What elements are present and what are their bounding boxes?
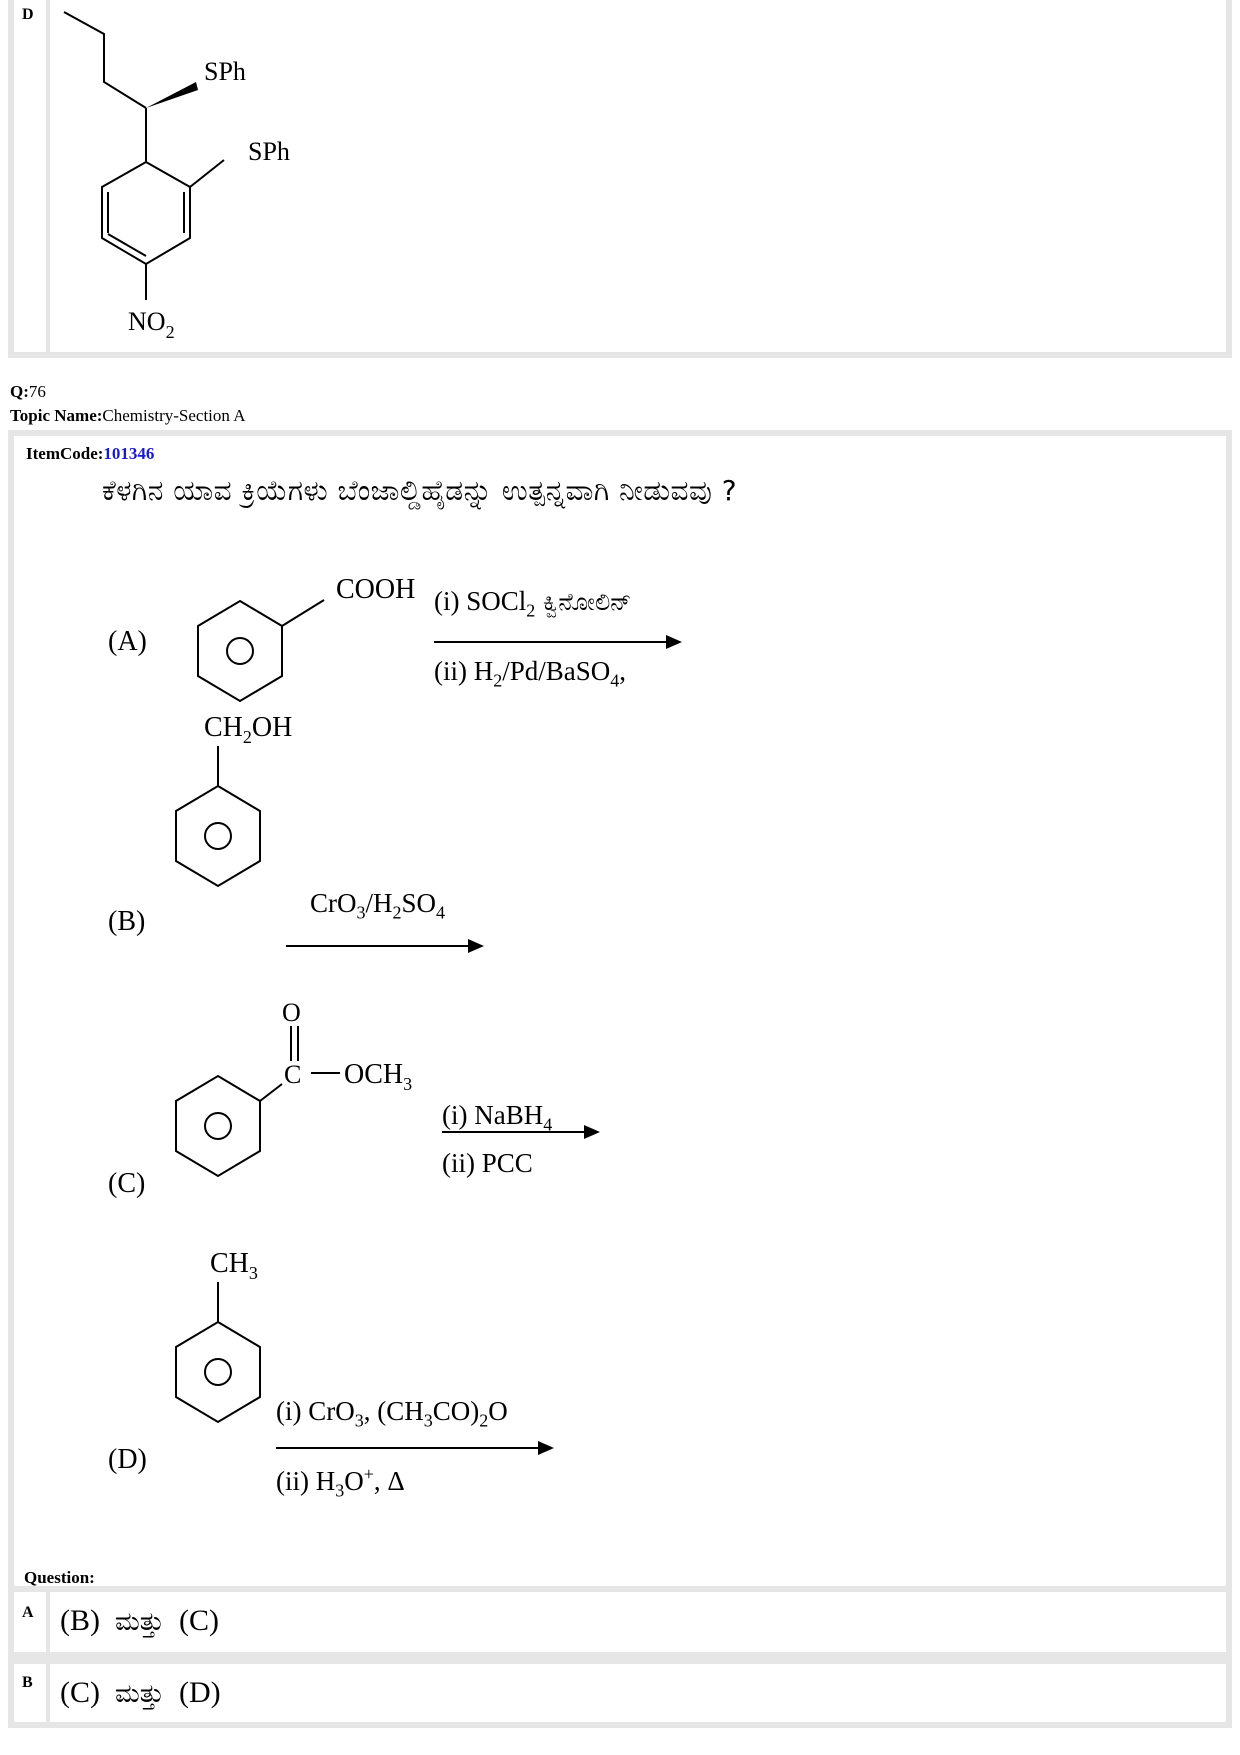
- reaction-d-label: (D): [108, 1444, 147, 1475]
- option-b-text: (C) ಮತ್ತು (D): [60, 1676, 221, 1709]
- reaction-b-label: (B): [108, 906, 146, 937]
- reaction-c-reagent-top: (i) NaBH$_4$: [442, 1100, 553, 1135]
- reaction-d-reagent-bottom: (ii) $H_3O^+$, Δ: [276, 1464, 405, 1501]
- divider: [46, 1592, 50, 1652]
- answer-option-b[interactable]: [8, 1658, 1232, 1728]
- reaction-a-reagent-bottom: (ii) $H_2/Pd/BaSO_4$,: [434, 656, 627, 691]
- ch3-label: $CH_3$: [210, 1252, 258, 1283]
- carbon-c: C: [284, 1060, 302, 1089]
- option-d-box: [8, 0, 1232, 358]
- divider: [46, 1664, 50, 1728]
- reaction-b-reagent: $CrO_3/H_2SO_4$: [310, 888, 446, 923]
- nitro-label: $NO_2$: [128, 307, 175, 342]
- reaction-c-structure: [174, 996, 454, 1196]
- reaction-c-reagent-bottom: (ii) PCC: [442, 1148, 533, 1178]
- question-label: Question:: [24, 1568, 95, 1587]
- option-label: D: [22, 6, 34, 23]
- reaction-a-arrow: [434, 632, 694, 652]
- sph-label-1: SPh: [204, 57, 246, 86]
- sph-label-2: SPh: [248, 137, 290, 166]
- option-a-text: (B) ಮತ್ತು (C): [60, 1604, 219, 1637]
- question-number: Q:76: [10, 382, 46, 401]
- ch2oh-label: $CH_2OH$: [204, 716, 293, 747]
- option-d-structure: [46, 0, 446, 350]
- option-a-label: A: [22, 1604, 34, 1621]
- reaction-c-label: (C): [108, 1168, 146, 1199]
- structure-bonds: [64, 12, 224, 300]
- och3-label: $OCH_3$: [344, 1059, 413, 1094]
- reaction-a-reagent-top: (i) SOCl$_2$ ಕ್ವಿನೋಲಿನ್: [434, 586, 632, 621]
- wedge-bond: [146, 82, 198, 108]
- option-b-label: B: [22, 1674, 33, 1691]
- reaction-b-arrow: [286, 936, 506, 956]
- reaction-d-reagent-top: (i) CrO$_3$, $(CH_3CO)_2O$: [276, 1396, 508, 1431]
- reaction-a-label: (A): [108, 626, 147, 657]
- topic-name: Topic Name:Chemistry-Section A: [10, 406, 246, 425]
- carbonyl-o: O: [282, 998, 301, 1027]
- reaction-b-structure: [174, 716, 374, 916]
- question-stem: ಕೆಳಗಿನ ಯಾವ ಕ್ರಿಯೆಗಳು ಬೆಂಜಾಲ್ಡಿಹೈಡನ್ನು ಉತ್ಪನ್ನವಾಗಿ ನೀಡುವವು ?: [102, 474, 738, 507]
- reaction-c-arrow: [442, 1122, 612, 1142]
- answer-option-a[interactable]: [8, 1592, 1232, 1658]
- reaction-d-arrow: [276, 1438, 576, 1458]
- reaction-a-structure: [174, 556, 434, 706]
- question-box: [8, 430, 1232, 1592]
- item-code: ItemCode:101346: [26, 444, 155, 463]
- cooh-label: COOH: [336, 574, 416, 605]
